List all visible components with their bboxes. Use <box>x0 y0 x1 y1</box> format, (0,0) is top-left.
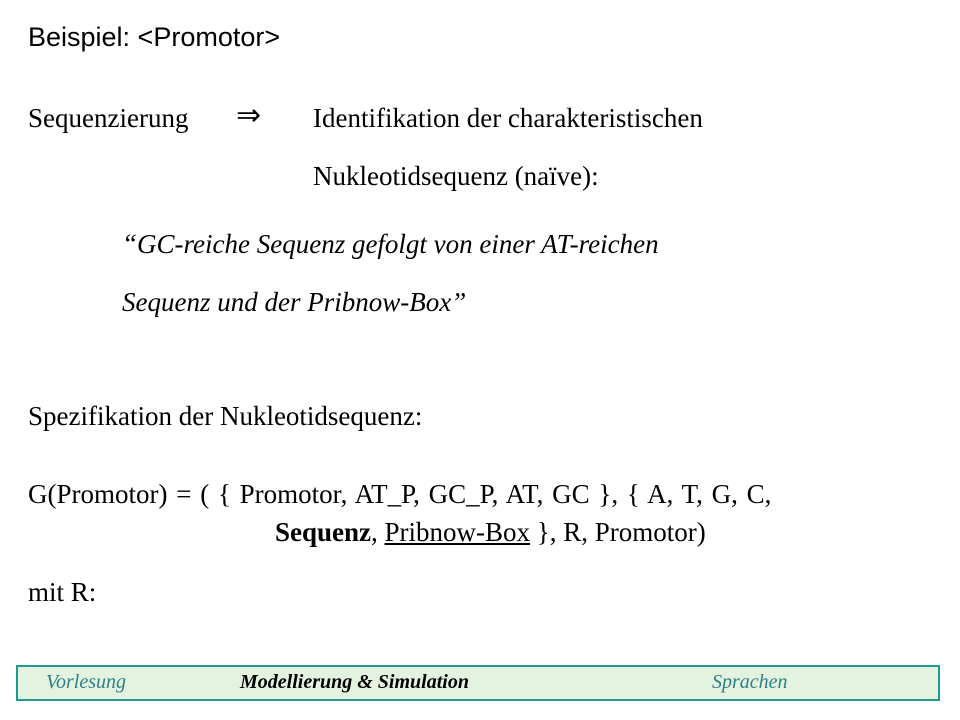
footer-course-title: Modellierung & Simulation <box>240 671 469 693</box>
footer-topic: Sprachen <box>712 671 788 693</box>
identification-text: Identifikation der charakteristischen <box>313 103 703 133</box>
grammar-rest-text: }, R, Promotor) <box>530 517 706 547</box>
grammar-line-2 <box>275 516 706 548</box>
sequencing-label: Sequenzierung <box>28 103 189 133</box>
grammar-line-1: G(Promotor) = ( { Promotor, AT_P, GC_P, AT, GC }, { A, T, G, C, <box>28 479 772 509</box>
specification-heading: Spezifikation der Nukleotidsequenz: <box>28 401 423 431</box>
implies-arrow-icon: ⇒ <box>236 99 262 132</box>
nucleotide-sequence-text: Nukleotidsequenz (naïve): <box>313 161 599 191</box>
footer-lecture: Vorlesung <box>46 671 126 693</box>
sequence-term: Sequenz <box>275 517 372 547</box>
slide-title: Beispiel: <Promotor> <box>28 22 281 52</box>
footer-bar <box>16 665 940 701</box>
mit-r-label: mit R: <box>28 577 97 607</box>
quote-line-2: Sequenz und der Pribnow-Box” <box>122 287 467 317</box>
quote-line-1: “GC-reiche Sequenz gefolgt von einer AT-reichen <box>122 229 659 259</box>
separator-text: , <box>371 517 385 547</box>
pribnow-box-term: Pribnow-Box <box>384 517 531 547</box>
